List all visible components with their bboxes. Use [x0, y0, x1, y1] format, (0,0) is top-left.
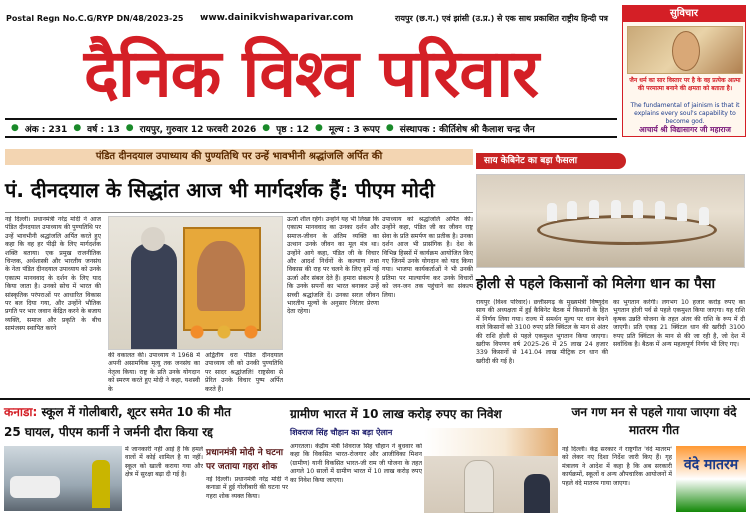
top-bar: [0, 0, 625, 30]
vande-headline[interactable]: जन गण मन से पहले गाया जाएगा वंदे मातरम गीत: [571, 405, 737, 437]
cabinet-column-2: का भुगतान करेगी। लगभग 10 हजार करोड़ रुपए का भुगतान होली पर्व से पहले एकमुश्त किया जाएगा। यह राशि कृषक उन्नति योजना के तहत अंतर की राशि के रूप में दी जाएगी। प्रति एकड़ 21 क्विंटल धान की खरीदी 3100 रुपए प्रति क्विंटल के मान से की जा रही है, जो देश में सर्वाधिक है। बैठक में अन्य महत्वपूर्ण निर्णय भी लिए गए।: [613, 299, 745, 349]
bullet-icon: ●: [385, 123, 394, 133]
price: मूल्य : 3 रूपए: [328, 124, 380, 135]
acharya-photo: [627, 26, 743, 74]
suvichar-box: [622, 5, 746, 137]
canada-headline-text: स्कूल में गोलीबारी, शूटर समेत 10 की मौत: [37, 405, 231, 419]
registration-number: Postal Regn No.C.G/RYP DN/48/2023-25: [6, 14, 184, 23]
lead-headline[interactable]: पं. दीनदयाल के सिद्धांत आज भी मार्गदर्शक हैं: पीएम मोदी: [5, 178, 435, 202]
canada-column-2: नई दिल्ली। प्रधानमंत्री नरेंद्र मोदी ने कनाडा में हुई गोलीबारी की घटना पर गहरा शोक व्यक्त किया।: [206, 476, 288, 500]
bullet-icon: ●: [73, 123, 82, 133]
volume-year: वर्ष : 13: [87, 124, 120, 135]
cabinet-column-1: रायपुर (विश्व परिवार)। छत्तीसगढ़ के मुख्यमंत्री विष्णुदेव साय की अध्यक्षता में हुई कैबिनेट बैठक में किसानों के हित में निर्णय लिया गया। राज्य में समर्थन मूल्य पर धान बेचने वाले किसानों को 3100 रुपए प्रति क्विंटल के मान से अंतर की राशि होली से पहले एकमुश्त भुगतान किया जाएगा। खरीफ विपणन वर्ष 2025-26 में 25 लाख 24 हजार 339 किसानों से 141.04 लाख मीट्रिक टन धान की खरीदी की गई है।: [476, 299, 608, 365]
vande-column-1: नई दिल्ली। केंद्र सरकार ने राष्ट्रगीत 'वंदे मातरम' को लेकर नए दिशा निर्देश जारी किए हैं। गृह मंत्रालय ने आदेश में कहा है कि अब सरकारी कार्यक्रमों, स्कूलों व अन्य औपचारिक आयोजनों में पहले वंदे मातरम गाया जाएगा।: [562, 446, 672, 487]
lead-column-5: उपाध्याय को श्रद्धांजलि अर्पित की। उन्होंने कहा, पंडित जी का जीवन राष्ट्र सेवा के प्रति समर्पण का प्रतीक है। उनका दर्शन आज भी प्रासंगिक है। देश के विभिन्न हिस्सों में कार्यक्रम आयोजित किए गए जिनमें उनके योगदान को याद किया गया। भाजपा कार्यकर्ताओं ने भी उनकी प्रतिमा पर माल्यार्पण कर उनके विचारों को जन-जन तक पहुंचाने का संकल्प लिया।: [382, 216, 473, 299]
rural-photo[interactable]: [424, 428, 558, 513]
cabinet-headline[interactable]: होली से पहले किसानों को मिलेगा धान का पैसा: [476, 276, 716, 292]
bullet-icon: ●: [314, 123, 323, 133]
canada-sub-headline: प्रधानमंत्री मोदी ने घटना पर जताया गहरा शोक: [206, 448, 284, 472]
website-link[interactable]: www.dainikvishwaparivar.com: [200, 13, 354, 23]
bullet-icon: ●: [125, 123, 134, 133]
lead-column-2: की वकालत की। उपाध्याय ने 1968 में अपनी असामयिक मृत्यु तक जनसंघ का नेतृत्व किया। राष्ट्र के प्रति उनके योगदान को स्मरण करते हुए मोदी ने कहा, यशस्वी के: [108, 352, 200, 393]
cabinet-meeting-photo[interactable]: [476, 174, 745, 268]
bullet-icon: ●: [11, 123, 19, 133]
issue-date: रायपुर, गुरुवार 12 फरवरी 2026: [139, 124, 257, 135]
suvichar-author: आचार्य श्री विद्यासागर जी महाराज: [639, 125, 731, 134]
founder: संस्थापक : कीर्तिशेष श्री कैलाश चन्द्र जैन: [399, 124, 535, 135]
section-divider: [0, 398, 750, 400]
lead-column-1: नई दिल्ली। प्रधानमंत्री नरेंद्र मोदी ने आज पंडित दीनदयाल उपाध्याय की पुण्यतिथि पर उन्हें भावभीनी श्रद्धांजलि अर्पित करते हुए कहा कि वह हर पीढ़ी के लिए मार्गदर्शक शक्ति बताया। एक प्रमुख राजनीतिक चिन्तक, अर्थशास्त्री और भारतीय जनसंघ के नेता पंडित दीनदयाल उपाध्याय को उनके एकात्म मानववाद के दर्शन के लिए याद किया जाता है। उनको सोच में भारत की सांस्कृतिक परंपराओं पर आधारित विकास पर बल दिया गया, और उन्होंने भौतिक प्रगति पर भार जवान केंद्रित करने के बजाय व्यक्ति, समाज और प्रकृति के बीच सामंजस्य स्थापित करने: [5, 216, 101, 333]
lead-kicker: पंडित दीनदयाल उपाध्याय की पुण्यतिथि पर उन्हें भावभीनी श्रद्धांजलि अर्पित की: [5, 149, 473, 165]
newspaper-title: दैनिक विश्व परिवार: [83, 35, 539, 112]
suvichar-heading: सुविचार: [623, 6, 745, 22]
rural-headline[interactable]: ग्रामीण भारत में 10 लाख करोड़ रुपए का निवेश: [290, 407, 502, 421]
suvichar-hindi: जैन धर्म का सार विस्तार पर है के वह प्रत्येक आत्मा की परमात्मा बनाने की क्षमता को बताता है।: [629, 77, 741, 92]
lead-photo[interactable]: [108, 216, 283, 350]
cabinet-label: साय केबिनेट का बड़ा फैसला: [476, 153, 626, 169]
issue-info-bar: [5, 118, 617, 138]
rural-column-1: अगरतला। केंद्रीय मंत्री शिवराज सिंह चौहान ने बुधवार को कहा कि विकसित भारत-रोजगार और आजीविका मिशन (ग्रामीण) यानी विकसित भारत-जी राम जी योजना के तहत आगले 10 सालों में ग्रामीण भारत में 10 लाख करोड़ रुपए का निवेश किया जाएगा।: [290, 443, 422, 484]
vande-mataram-graphic[interactable]: [676, 446, 746, 512]
canada-subheadline[interactable]: 25 घायल, पीएम कार्नी ने जर्मनी दौरा किया रद्द: [4, 425, 213, 439]
canada-headline[interactable]: [4, 403, 286, 421]
lead-column-3: अद्वितीय धरा पंडित दीनदयाल उपाध्याय जी को उनकी पुण्यतिथि पर सादर श्रद्धांजलि! राष्ट्रसेवा से प्रेरित उनके विचार पुष्प अर्पित करते हैं।: [205, 352, 283, 393]
bullet-icon: ●: [262, 123, 271, 133]
canada-photo[interactable]: [4, 446, 122, 511]
page-count: पृष्ठ : 12: [276, 124, 309, 135]
masthead: [5, 28, 617, 120]
issue-number: अंक : 231: [24, 124, 68, 135]
rural-subheadline: शिवराज सिंह चौहान का बड़ा ऐलान: [290, 428, 393, 437]
divider: [5, 212, 473, 213]
vande-graphic-text: वंदे मातरम: [683, 457, 739, 473]
canada-kicker: कनाडा:: [4, 405, 38, 419]
lead-column-4: ऊर्जा शील रहेंगे। उन्होंने यह भी लिखा कि एकात्म मानववाद का उनका दर्शन और समाज-जीवन के अंतिम व्यक्ति का उत्थान उनके जीवन का मूल मंत्र था। उन्होंने आगे कहा, पंडित जी के विचार और आदर्श निर्धनों के कल्याण तथा विकास की राह पर चलने के लिए हमें नई ऊर्जा और संबल देते हैं। हमारा संकल्प है कि उनके सपनों का भारत बनाकर उन्हें सच्ची श्रद्धांजलि दें। उनका सरल जीवन भारतीय मूल्यों के अनुसार निरंतर प्रेरणा देता रहेगा।: [287, 216, 379, 316]
canada-column-1: में जानकारी नहीं आई है कि हमले वालों में कोई शामिल है या नहीं। स्कूल को खाली कराया गया और क्षेत्र में सुरक्षा बढ़ा दी गई है।: [125, 446, 203, 479]
publication-tagline: रायपुर (छ.ग.) एवं झांसी (उ.प्र.) से एक साथ प्रकाशित राष्ट्रीय हिन्दी पत्र: [395, 14, 608, 23]
suvichar-english: The fundamental of jainism is that it explains every soul's capability to become god.: [630, 102, 740, 125]
